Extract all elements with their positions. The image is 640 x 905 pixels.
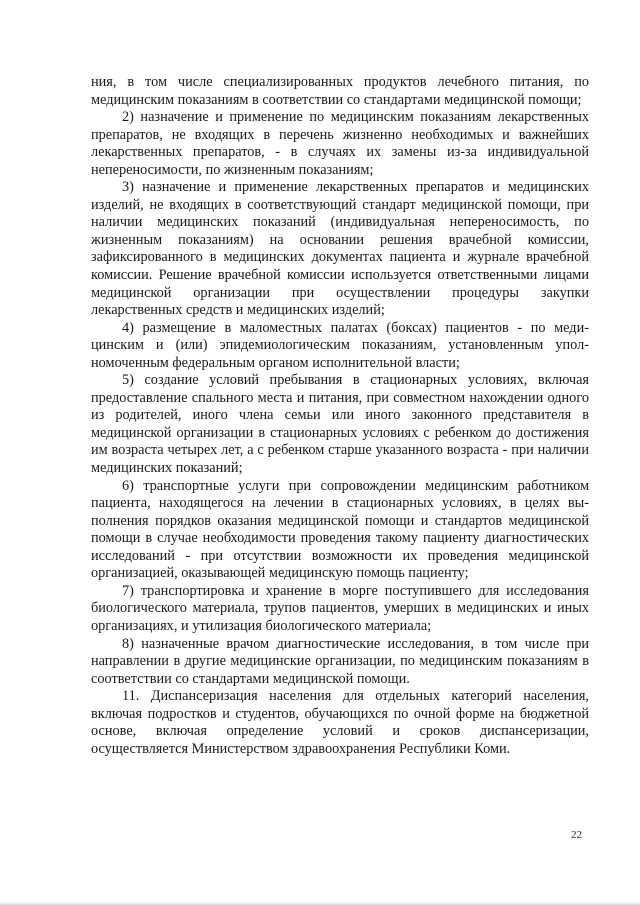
paragraph-item-8: 8) назначенные врачом диагностические исследования, в том числе при направлении в другие медицинские организации, по медицинским показаниям в соответствии со стандартами медицинской помощи. <box>91 635 589 687</box>
paragraph-section-11: 11. Диспансеризация населения для отдельных категорий населения, включая подростков и студентов, обучающихся по очной форме на бюджетной основе, включая определение условий и сроков диспансеризации, осуществляется Министерством здравоохранения Республики Коми. <box>91 688 589 757</box>
paragraph-item-2: 2) назначение и применение по медицинским показаниям лекарственных препаратов, не входящих в перечень жизненно необходимых и важнейших лекарственных препаратов, - в случаях их замены из-за индивидуальной непереносимости, по жизненным показаниям; <box>91 109 589 178</box>
page-number: 22 <box>571 829 582 841</box>
paragraph-item-6: 6) транспортные услуги при сопровождении медицинским работником пациента, находящегося на лечении в стационарных условиях, в целях выполнения порядков оказания медицинской помощи и стандартов медицинской помощи в случае необходимости проведения такому пациенту диагностических исследований - при отсутствии возможности их проведения медицинской организацией, оказывающей медицинскую помощь пациенту; <box>91 477 589 582</box>
paragraph-item-4: 4) размещение в маломестных палатах (боксах) пациентов - по медицинским и (или) эпидемиологическим показаниям, установленным уполномоченным федеральным органом исполнительной власти; <box>91 319 589 371</box>
paragraph-item-7: 7) транспортировка и хранение в морге поступившего для исследования биологического материала, трупов пациентов, умерших в медицинских и иных организациях, и утилизация биологического материала; <box>91 582 589 634</box>
document-body <box>91 74 589 758</box>
paragraph-continuation: ния, в том числе специализированных продуктов лечебного питания, по медицинским показаниям в соответствии со стандартами медицинской помощи; <box>91 74 589 108</box>
paragraph-item-3: 3) назначение и применение лекарственных препаратов и медицинских изделий, не входящих в соответствующий стандарт медицинской помощи, при наличии медицинских показаний (индивидуальная непереносимость, по жизненным показаниям) на основании решения врачебной комиссии, зафиксированного в медицинских документах пациента и журнале врачебной комиссии. Решение врачебной комиссии используется ответственными лицами медицинской организации при осуществлении процедуры закупки лекарственных средств и медицинских изделий; <box>91 179 589 319</box>
paragraph-item-5: 5) создание условий пребывания в стационарных условиях, включая предоставление спального места и питания, при совместном нахождении одного из родителей, иного члена семьи или иного законного представителя в медицинской организации в стационарных условиях с ребенком до достижения им возраста четырех лет, а с ребенком старше указанного возраста - при наличии медицинских показаний; <box>91 372 589 477</box>
